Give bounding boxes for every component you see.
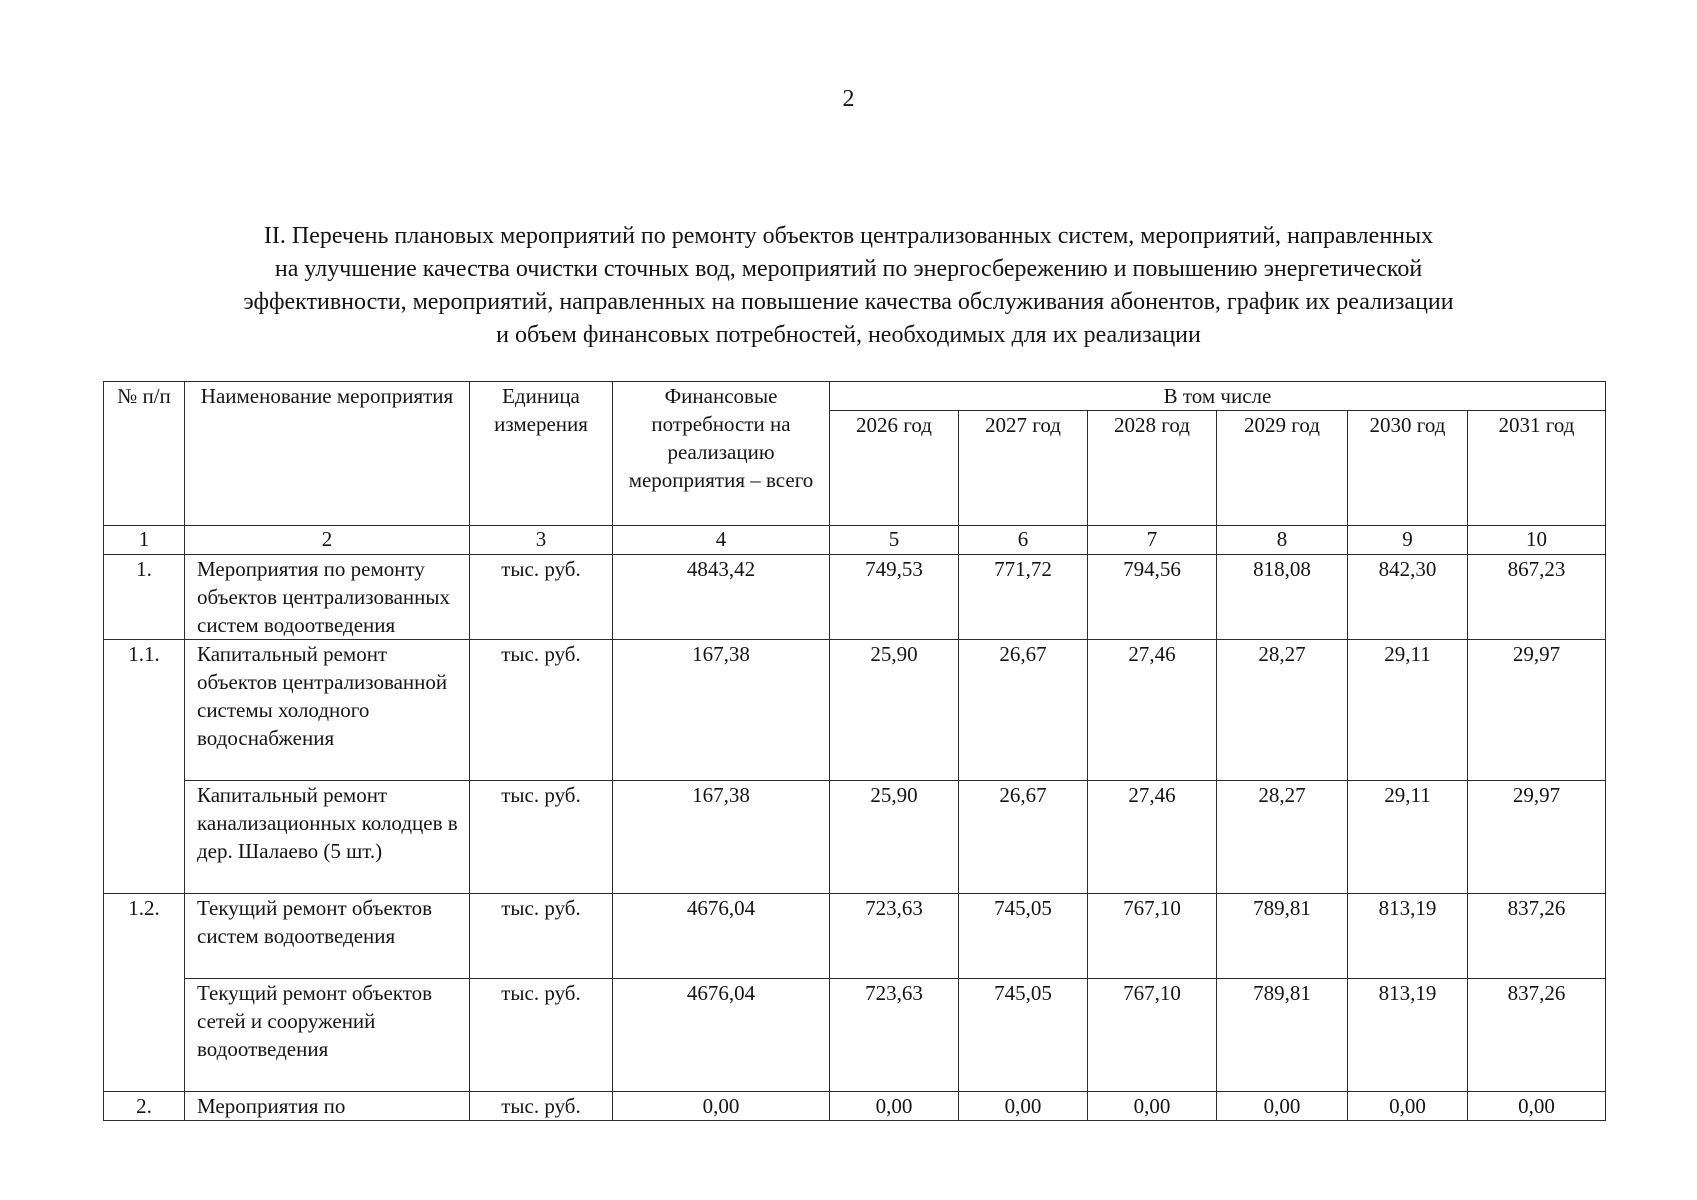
row-year-value: 26,67 — [959, 640, 1088, 781]
row-year-value: 29,97 — [1468, 781, 1606, 894]
header-total: Финансовые потребности на реализацию мероприятия – всего — [613, 382, 830, 526]
column-number: 1 — [104, 526, 185, 555]
row-year-value: 29,11 — [1348, 640, 1468, 781]
row-unit: тыс. руб. — [470, 1092, 613, 1121]
row-year-value: 837,26 — [1468, 979, 1606, 1092]
header-year: 2030 год — [1348, 411, 1468, 526]
row-year-value: 789,81 — [1217, 979, 1348, 1092]
title-line-4: и объем финансовых потребностей, необходимых для их реализации — [496, 322, 1201, 348]
row-year-value: 0,00 — [959, 1092, 1088, 1121]
row-unit: тыс. руб. — [470, 894, 613, 979]
table-row — [104, 1092, 1606, 1121]
row-year-value: 0,00 — [1348, 1092, 1468, 1121]
row-year-value: 749,53 — [830, 555, 959, 640]
row-year-value: 0,00 — [1217, 1092, 1348, 1121]
row-total: 4676,04 — [613, 979, 830, 1092]
row-unit: тыс. руб. — [470, 979, 613, 1092]
row-num: 1. — [104, 555, 185, 640]
title-line-3: эффективности, мероприятий, направленных на повышение качества обслуживания абонентов, график их реализации — [243, 289, 1454, 315]
row-year-value: 767,10 — [1088, 979, 1217, 1092]
row-total: 0,00 — [613, 1092, 830, 1121]
row-year-value: 25,90 — [830, 640, 959, 781]
header-year: 2028 год — [1088, 411, 1217, 526]
column-number: 3 — [470, 526, 613, 555]
table-row — [104, 640, 1606, 781]
row-year-value: 0,00 — [1468, 1092, 1606, 1121]
row-total: 4676,04 — [613, 894, 830, 979]
row-num: 1.2. — [104, 894, 185, 1092]
header-year: 2026 год — [830, 411, 959, 526]
row-year-value: 723,63 — [830, 894, 959, 979]
row-year-value: 723,63 — [830, 979, 959, 1092]
document-title — [100, 220, 1597, 352]
table-row — [104, 781, 1606, 894]
column-number: 10 — [1468, 526, 1606, 555]
row-name: Текущий ремонт объектов систем водоотведения — [185, 894, 470, 979]
row-name: Мероприятия по ремонту объектов централизованных систем водоотведения — [185, 555, 470, 640]
row-num: 1.1. — [104, 640, 185, 894]
column-number: 2 — [185, 526, 470, 555]
column-number: 8 — [1217, 526, 1348, 555]
row-year-value: 813,19 — [1348, 894, 1468, 979]
row-year-value: 867,23 — [1468, 555, 1606, 640]
row-year-value: 745,05 — [959, 979, 1088, 1092]
column-number: 6 — [959, 526, 1088, 555]
row-year-value: 26,67 — [959, 781, 1088, 894]
table-row — [104, 555, 1606, 640]
row-year-value: 813,19 — [1348, 979, 1468, 1092]
row-name: Текущий ремонт объектов сетей и сооружений водоотведения — [185, 979, 470, 1092]
header-including: В том числе — [830, 382, 1606, 411]
column-number: 4 — [613, 526, 830, 555]
header-name: Наименование мероприятия — [185, 382, 470, 526]
row-unit: тыс. руб. — [470, 555, 613, 640]
title-line-1: II. Перечень плановых мероприятий по ремонту объектов централизованных систем, мероприятий, направленных — [263, 223, 1434, 249]
row-unit: тыс. руб. — [470, 781, 613, 894]
row-name: Капитальный ремонт канализационных колодцев в дер. Шалаево (5 шт.) — [185, 781, 470, 894]
row-year-value: 29,97 — [1468, 640, 1606, 781]
row-total: 167,38 — [613, 781, 830, 894]
row-year-value: 25,90 — [830, 781, 959, 894]
row-year-value: 0,00 — [1088, 1092, 1217, 1121]
row-year-value: 767,10 — [1088, 894, 1217, 979]
table-row — [104, 979, 1606, 1092]
row-unit: тыс. руб. — [470, 640, 613, 781]
title-line-2: на улучшение качества очистки сточных вод, мероприятий по энергосбережению и повышению энергетической — [274, 256, 1423, 282]
row-year-value: 27,46 — [1088, 781, 1217, 894]
header-num: № п/п — [104, 382, 185, 526]
row-name: Капитальный ремонт объектов централизованной системы холодного водоснабжения — [185, 640, 470, 781]
row-year-value: 28,27 — [1217, 781, 1348, 894]
row-year-value: 789,81 — [1217, 894, 1348, 979]
column-number: 7 — [1088, 526, 1217, 555]
header-year: 2029 год — [1217, 411, 1348, 526]
row-num: 2. — [104, 1092, 185, 1121]
row-year-value: 794,56 — [1088, 555, 1217, 640]
column-number: 9 — [1348, 526, 1468, 555]
row-total: 167,38 — [613, 640, 830, 781]
row-year-value: 837,26 — [1468, 894, 1606, 979]
row-year-value: 818,08 — [1217, 555, 1348, 640]
row-year-value: 0,00 — [830, 1092, 959, 1121]
row-year-value: 28,27 — [1217, 640, 1348, 781]
plan-table — [103, 381, 1606, 1121]
row-year-value: 771,72 — [959, 555, 1088, 640]
header-year: 2027 год — [959, 411, 1088, 526]
row-total: 4843,42 — [613, 555, 830, 640]
row-year-value: 29,11 — [1348, 781, 1468, 894]
row-year-value: 27,46 — [1088, 640, 1217, 781]
header-unit: Единица измерения — [470, 382, 613, 526]
header-year: 2031 год — [1468, 411, 1606, 526]
table-row — [104, 894, 1606, 979]
row-name: Мероприятия по — [185, 1092, 470, 1121]
column-number: 5 — [830, 526, 959, 555]
page-number: 2 — [842, 86, 855, 112]
row-year-value: 745,05 — [959, 894, 1088, 979]
column-numbers-row — [104, 526, 1606, 555]
row-year-value: 842,30 — [1348, 555, 1468, 640]
